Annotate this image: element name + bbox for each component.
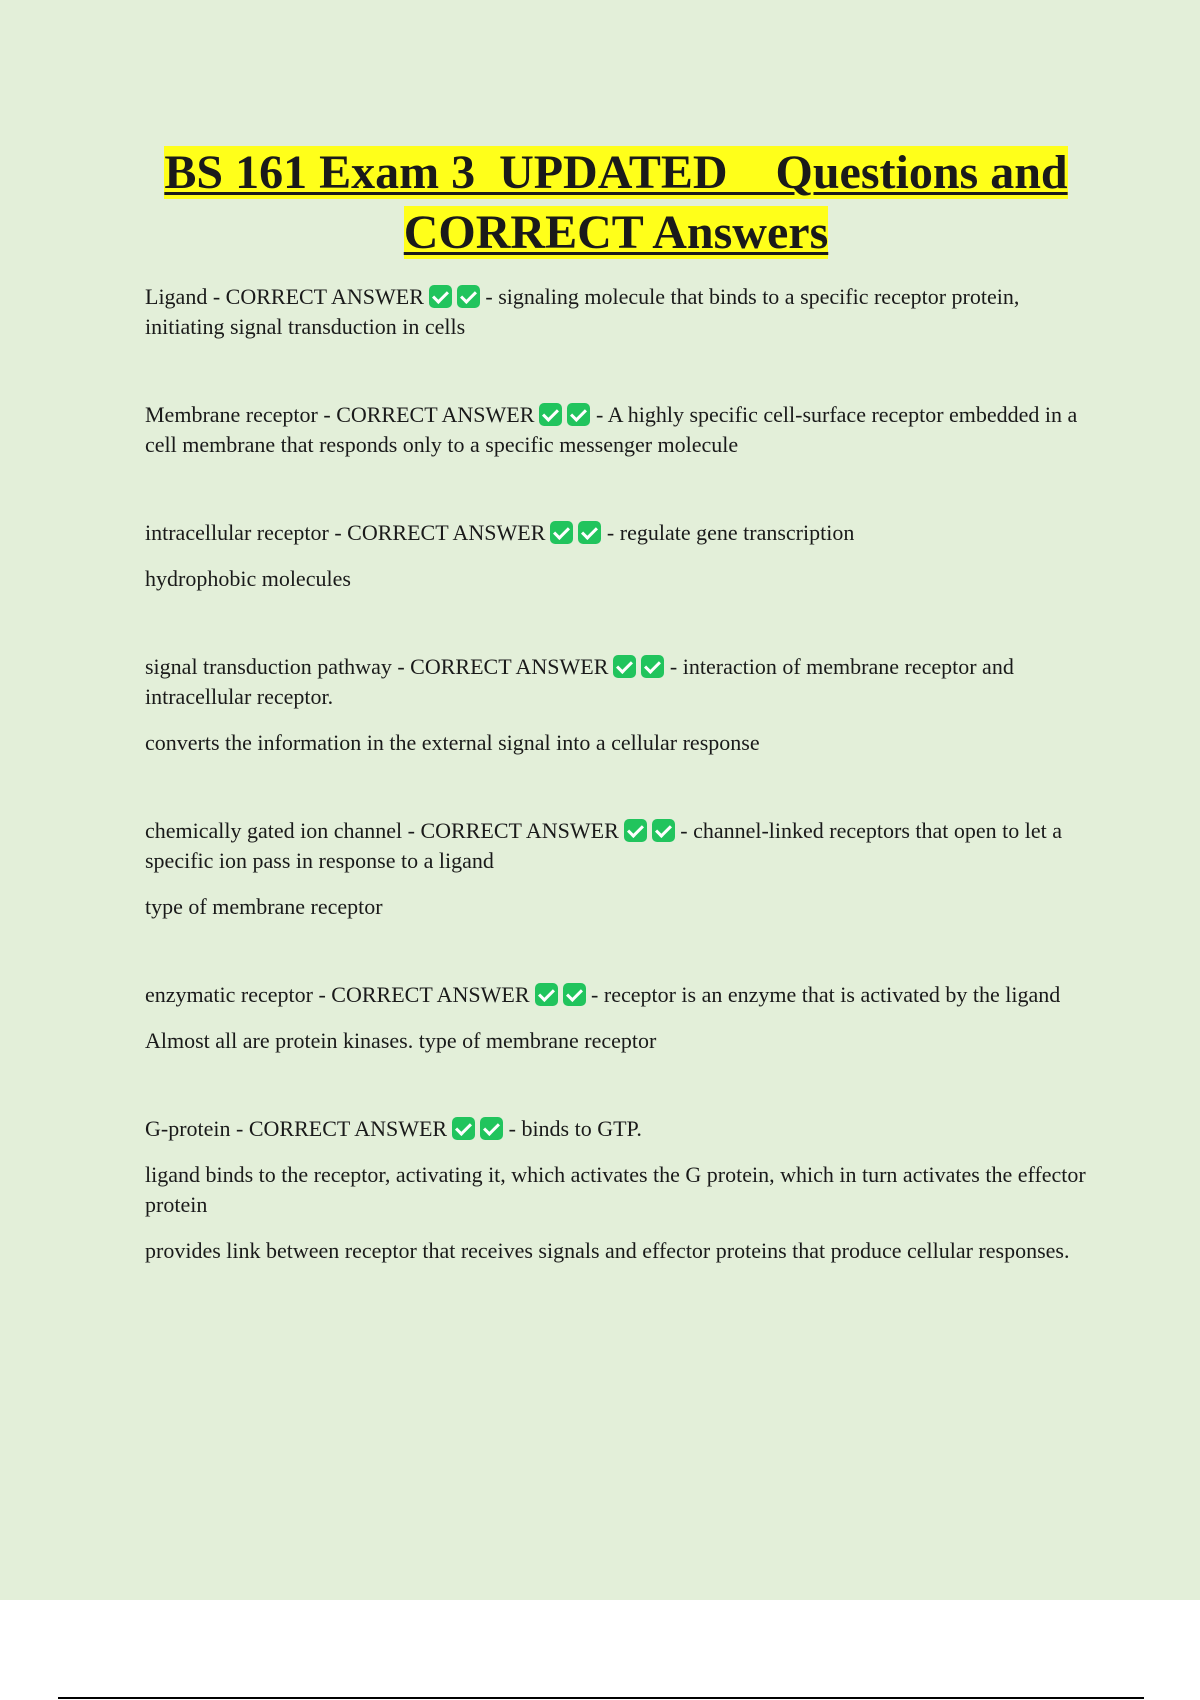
qa-entry [145, 518, 1095, 594]
qa-definition: signaling molecule that binds to a specific receptor protein, initiating signal transduction in cells [145, 284, 1020, 339]
qa-main-line: Ligand - CORRECT ANSWER - signaling molecule that binds to a specific receptor protein, initiating signal transduction in cells [145, 284, 1020, 339]
qa-term: chemically gated ion channel [145, 818, 403, 843]
qa-term: enzymatic receptor [145, 982, 313, 1007]
qa-definition: binds to GTP. [521, 1116, 642, 1141]
check-mark-icon [563, 983, 586, 1006]
qa-entry [145, 1114, 1095, 1266]
correct-answer-label: CORRECT ANSWER [410, 654, 609, 679]
check-mark-icon [452, 1117, 475, 1140]
footer-rule [58, 1697, 1144, 1699]
check-mark-icon [429, 285, 452, 308]
qa-term: G-protein [145, 1116, 231, 1141]
check-mark-icon [652, 819, 675, 842]
check-mark-icon [550, 521, 573, 544]
correct-answer-label: CORRECT ANSWER [248, 1116, 448, 1141]
qa-definition: channel-linked receptors that open to let a specific ion pass in response to a ligand [145, 818, 1063, 873]
qa-extra-note: type of membrane receptor [145, 894, 383, 919]
document-title [100, 143, 1132, 263]
title-line-2: CORRECT Answers [403, 206, 829, 259]
check-mark-icon [624, 819, 647, 842]
correct-answer-label: CORRECT ANSWER [420, 818, 619, 843]
qa-main-line: chemically gated ion channel - CORRECT ANSWER - channel-linked receptors that open to let a specific ion pass in response to a ligand [145, 818, 1063, 873]
qa-main-line: intracellular receptor - CORRECT ANSWER - regulate gene transcription [145, 520, 855, 545]
qa-extra-note: Almost all are protein kinases. type of membrane receptor [145, 1028, 657, 1053]
qa-list [145, 282, 1095, 1324]
qa-definition: regulate gene transcription [619, 520, 855, 545]
check-mark-icon [641, 655, 664, 678]
qa-entry [145, 980, 1095, 1056]
qa-extra-note: ligand binds to the receptor, activating it, which activates the G protein, which in turn activates the effector protein [145, 1162, 1086, 1217]
check-mark-icon [480, 1117, 503, 1140]
check-mark-icon [578, 521, 601, 544]
qa-extra-note: hydrophobic molecules [145, 566, 351, 591]
qa-entry [145, 652, 1095, 758]
correct-answer-label: CORRECT ANSWER [331, 982, 530, 1007]
qa-main-line: Membrane receptor - CORRECT ANSWER - A highly specific cell-surface receptor embedded in a cell membrane that responds only to a specific messenger molecule [145, 402, 1078, 457]
qa-definition: receptor is an enzyme that is activated by the ligand [603, 982, 1061, 1007]
qa-definition: interaction of membrane receptor and intracellular receptor. [145, 654, 1014, 709]
check-mark-icon [539, 403, 562, 426]
qa-term: Membrane receptor [145, 402, 318, 427]
qa-term: signal transduction pathway [145, 654, 392, 679]
qa-extra-note: provides link between receptor that receives signals and effector proteins that produce cellular responses. [145, 1238, 1070, 1263]
correct-answer-label: CORRECT ANSWER [336, 402, 535, 427]
correct-answer-label: CORRECT ANSWER [225, 284, 424, 309]
qa-entry [145, 400, 1095, 460]
qa-main-line: enzymatic receptor - CORRECT ANSWER - receptor is an enzyme that is activated by the ligand [145, 982, 1061, 1007]
qa-extra-note: converts the information in the external signal into a cellular response [145, 730, 760, 755]
qa-term: Ligand [145, 284, 208, 309]
qa-definition: A highly specific cell-surface receptor embedded in a cell membrane that responds only to a specific messenger molecule [145, 402, 1078, 457]
correct-answer-label: CORRECT ANSWER [347, 520, 546, 545]
qa-main-line: G-protein - CORRECT ANSWER - binds to GTP. [145, 1116, 642, 1141]
check-mark-icon [567, 403, 590, 426]
check-mark-icon [457, 285, 480, 308]
qa-term: intracellular receptor [145, 520, 329, 545]
check-mark-icon [535, 983, 558, 1006]
title-line-1: BS 161 Exam 3 UPDATED Questions and [164, 146, 1068, 199]
qa-entry [145, 816, 1095, 922]
check-mark-icon [613, 655, 636, 678]
qa-main-line: signal transduction pathway - CORRECT ANSWER - interaction of membrane receptor and intracellular receptor. [145, 654, 1014, 709]
qa-entry [145, 282, 1095, 342]
